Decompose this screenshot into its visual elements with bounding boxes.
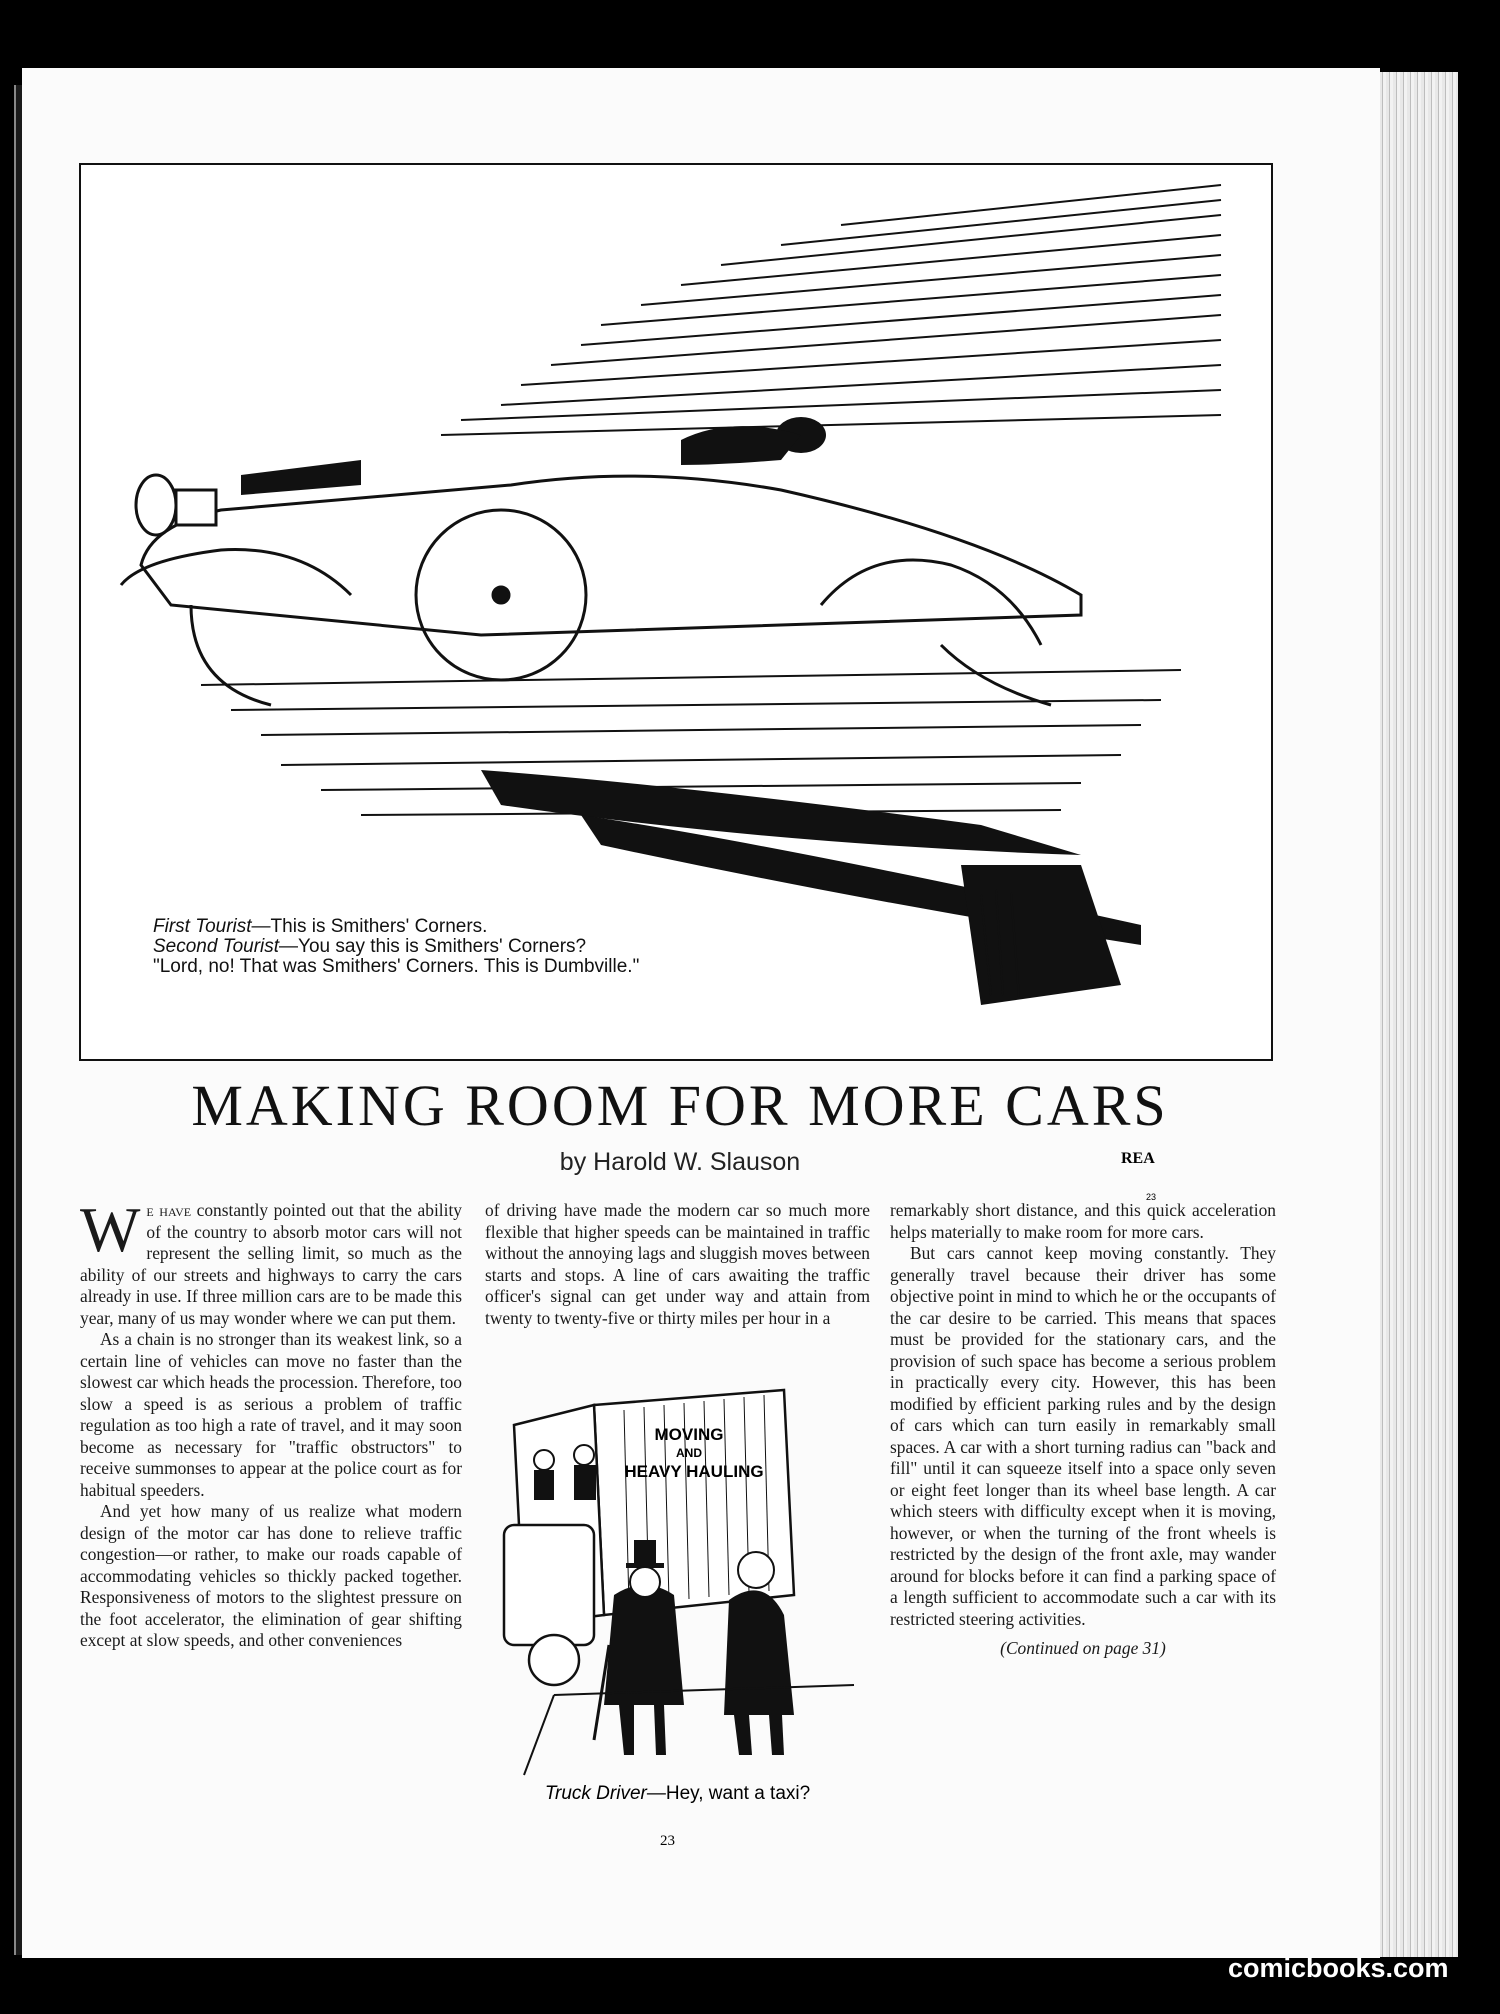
paragraph-3-part-3: remarkably short distance, and this quick acceleration helps materially to make room for more cars.	[890, 1200, 1276, 1242]
signature-number: 23	[1146, 1192, 1157, 1202]
caption-text-3: "Lord, no! That was Smithers' Corners. This is Dumbville."	[153, 956, 640, 977]
article-column-1	[80, 1194, 462, 1652]
cartoon-caption-speaker: Truck Driver	[544, 1783, 647, 1804]
truck-sign-3: HEAVY HAULING	[624, 1462, 764, 1481]
truck-sign-1: MOVING	[654, 1425, 724, 1444]
paragraph-2: As a chain is no stronger than its weakest link, so a certain line of vehicles can move no faster than the slowest car which heads the procession. Therefore, too slow a speed is as serious a problem of traffic regulation as too high a rate of travel, and it may soon become as necessary for "traffic obstructors" to receive summonses to appear at the police court as for habitual speeders.	[80, 1329, 462, 1500]
article-title: MAKING ROOM FOR MORE CARS	[191, 1073, 1169, 1138]
truck-sign-2: AND	[676, 1446, 702, 1460]
article-column-3	[890, 1200, 1276, 1660]
truck-cartoon	[494, 1385, 866, 1777]
caption-speaker-2: Second Tourist	[153, 936, 280, 957]
caption-text-1: —This is Smithers' Corners.	[251, 916, 488, 937]
watermark: comicbooks.com	[1228, 1953, 1449, 1983]
paragraph-4: But cars cannot keep moving constantly. They generally travel because their driver has some objective point in mind to which he or the occupants of the car desire to be carried. This means that spaces must be provided for the stationary cars, and the provision of such space has become a serious problem in practically every city. However, this has been modified by efficient parking rules and by the design of cars which can turn easily in remarkably small spaces. A car with a short turning radius can "back and fill" until it can squeeze itself into a space only seven or eight feet longer than its wheel base length. A car which steers with difficulty except when it is moving, however, or when the turning of the front wheels is restricted by the design of the front axle, may wander around for blocks before it can find a parking space of a length sufficient to accommodate such a car with its restricted steering activities.	[890, 1243, 1276, 1629]
artist-signature: REA	[1121, 1150, 1155, 1167]
caption-text-2: —You say this is Smithers' Corners?	[279, 936, 587, 957]
page-edge	[1372, 72, 1458, 1957]
paragraph-1: constantly pointed out that the ability of the country to absorb motor cars will not represent the selling limit, so much as the ability of our streets and highways to carry the cars already in use. If three million cars are to be made this year, many of us may wonder where we can put them.	[80, 1200, 462, 1328]
article-column-2	[485, 1200, 870, 1329]
drop-cap: W	[80, 1194, 141, 1265]
caption-speaker-1: First Tourist	[153, 916, 252, 937]
continued-note: (Continued on page 31)	[1000, 1638, 1166, 1658]
cartoon-caption	[485, 1783, 870, 1805]
opening-smallcaps: e have	[146, 1200, 192, 1220]
paragraph-3-part-1: And yet how many of us realize what modern design of the motor car has done to relieve traffic congestion—or rather, to make our roads capable of accommodating vehicles so thickly packed together. Responsiveness of motors to the slightest pressure on the foot accelerator, the elimination of gear shifting except at slow speeds, and other conveniences	[80, 1501, 462, 1650]
cartoon-caption-text: —Hey, want a taxi?	[646, 1783, 811, 1804]
illustration-caption	[131, 917, 651, 977]
page-number: 23	[660, 1833, 675, 1849]
truck-drawing	[494, 1385, 866, 1777]
paragraph-3-part-2: of driving have made the modern car so much more flexible that higher speeds can be maintained in traffic without the annoying lags and sluggish moves between starts and stops. A line of cars awaiting the traffic officer's signal can get under way and attain from twenty to twenty-five or thirty miles per hour in a	[485, 1200, 870, 1328]
article-byline: by Harold W. Slauson	[559, 1148, 801, 1176]
